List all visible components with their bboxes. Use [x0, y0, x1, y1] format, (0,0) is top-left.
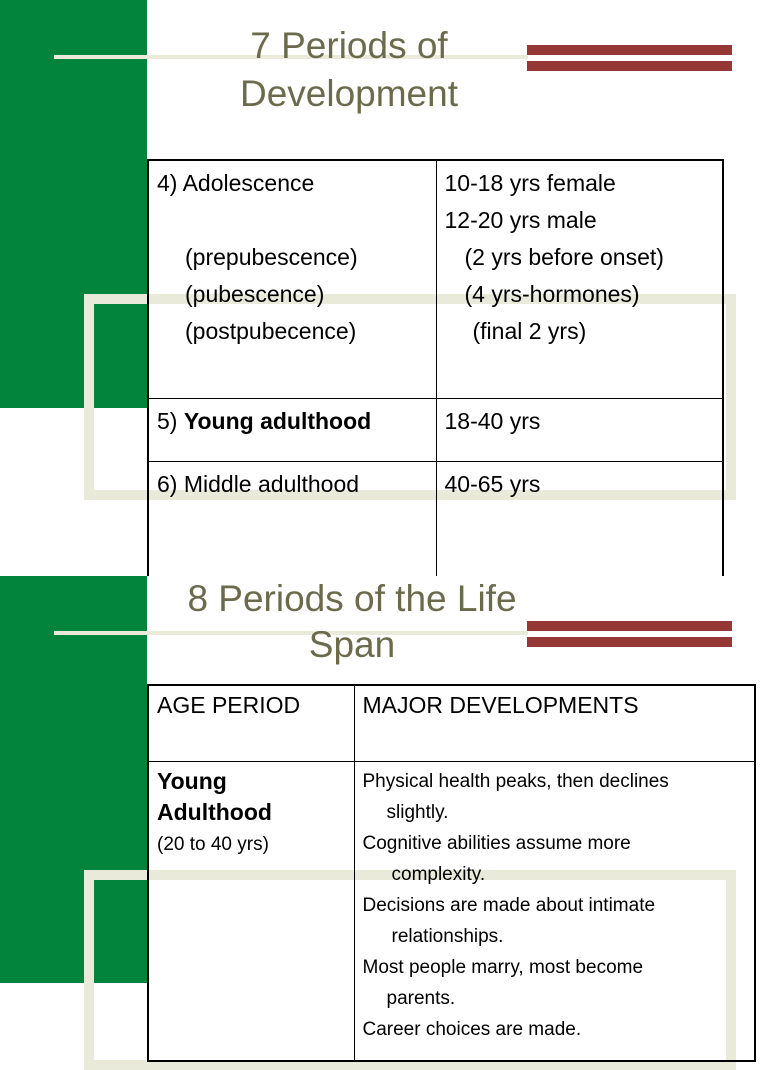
- table-header-row: [148, 685, 755, 761]
- red-stripe-top: [527, 45, 732, 55]
- slide-title-line-2: Development: [239, 73, 458, 114]
- age-note-1: (2 yrs before onset): [464, 244, 664, 270]
- period-name-line-1: Young: [157, 767, 227, 794]
- age-cell: [436, 160, 723, 398]
- age-period-cell: [148, 761, 354, 1061]
- age-note-2: (4 yrs-hormones): [464, 281, 640, 307]
- table-row-middle-adulthood: [148, 461, 723, 591]
- age-male: 12-20 yrs male: [444, 207, 597, 233]
- development-item: [363, 952, 747, 1014]
- development-text: Physical health peaks, then declines: [362, 770, 669, 792]
- period-name: Middle adulthood: [183, 470, 360, 497]
- period-label: [157, 165, 428, 202]
- sub-period-3: (postpubecence): [185, 318, 357, 344]
- table-row-young-adulthood: [148, 398, 723, 461]
- period-name: Young adulthood: [183, 407, 372, 434]
- development-item: [363, 1014, 747, 1045]
- table-row-young-adulthood: [148, 761, 755, 1061]
- slide-title-line-2: Span: [308, 624, 396, 665]
- table-row-adolescence: [148, 160, 723, 398]
- age-note-3: (final 2 yrs): [472, 318, 587, 344]
- development-text-cont: complexity.: [391, 863, 486, 885]
- header-age-period: AGE PERIOD: [148, 685, 354, 761]
- development-text-cont: relationships.: [391, 925, 504, 947]
- development-item: [363, 890, 747, 952]
- period-cell: [148, 461, 436, 591]
- period-number: 4): [157, 170, 178, 196]
- slide-title-line-1: 7 Periods of: [250, 25, 448, 66]
- sub-period-2: (pubescence): [185, 281, 325, 307]
- red-stripe-top: [527, 621, 732, 631]
- development-item: [363, 766, 747, 828]
- age-cell: 18-40 yrs: [436, 398, 723, 461]
- period-cell: [148, 160, 436, 398]
- development-item: [363, 828, 747, 890]
- slide-title: [150, 576, 554, 668]
- period-cell: [148, 398, 436, 461]
- period-number: 6): [157, 470, 178, 497]
- development-text: Decisions are made about intimate: [362, 894, 656, 916]
- slide-8-periods: [0, 576, 768, 1040]
- development-text: Most people marry, most become: [362, 956, 644, 978]
- development-text: Career choices are made.: [362, 1018, 582, 1040]
- period-name: Adolescence: [182, 170, 315, 196]
- header-major-developments: MAJOR DEVELOPMENTS: [354, 685, 755, 761]
- sub-period-1: (prepubescence): [185, 244, 358, 270]
- age-cell: 40-65 yrs: [436, 461, 723, 591]
- development-text: Cognitive abilities assume more: [362, 832, 631, 854]
- developments-cell: [354, 761, 755, 1061]
- period-number: 5): [157, 407, 178, 434]
- lifespan-table: [147, 684, 756, 1062]
- spacer: [157, 202, 428, 239]
- development-text-cont: parents.: [386, 987, 456, 1009]
- age-female: 10-18 yrs female: [444, 170, 616, 196]
- red-stripe-bottom: [527, 61, 732, 71]
- period-name-line-2: Adulthood: [157, 798, 272, 825]
- periods-table: [147, 159, 724, 592]
- development-text-cont: slightly.: [386, 801, 449, 823]
- red-stripe-bottom: [527, 637, 732, 647]
- period-range: (20 to 40 yrs): [157, 833, 269, 855]
- slide-title-line-1: 8 Periods of the Life: [187, 578, 517, 619]
- slide-title: [200, 22, 498, 118]
